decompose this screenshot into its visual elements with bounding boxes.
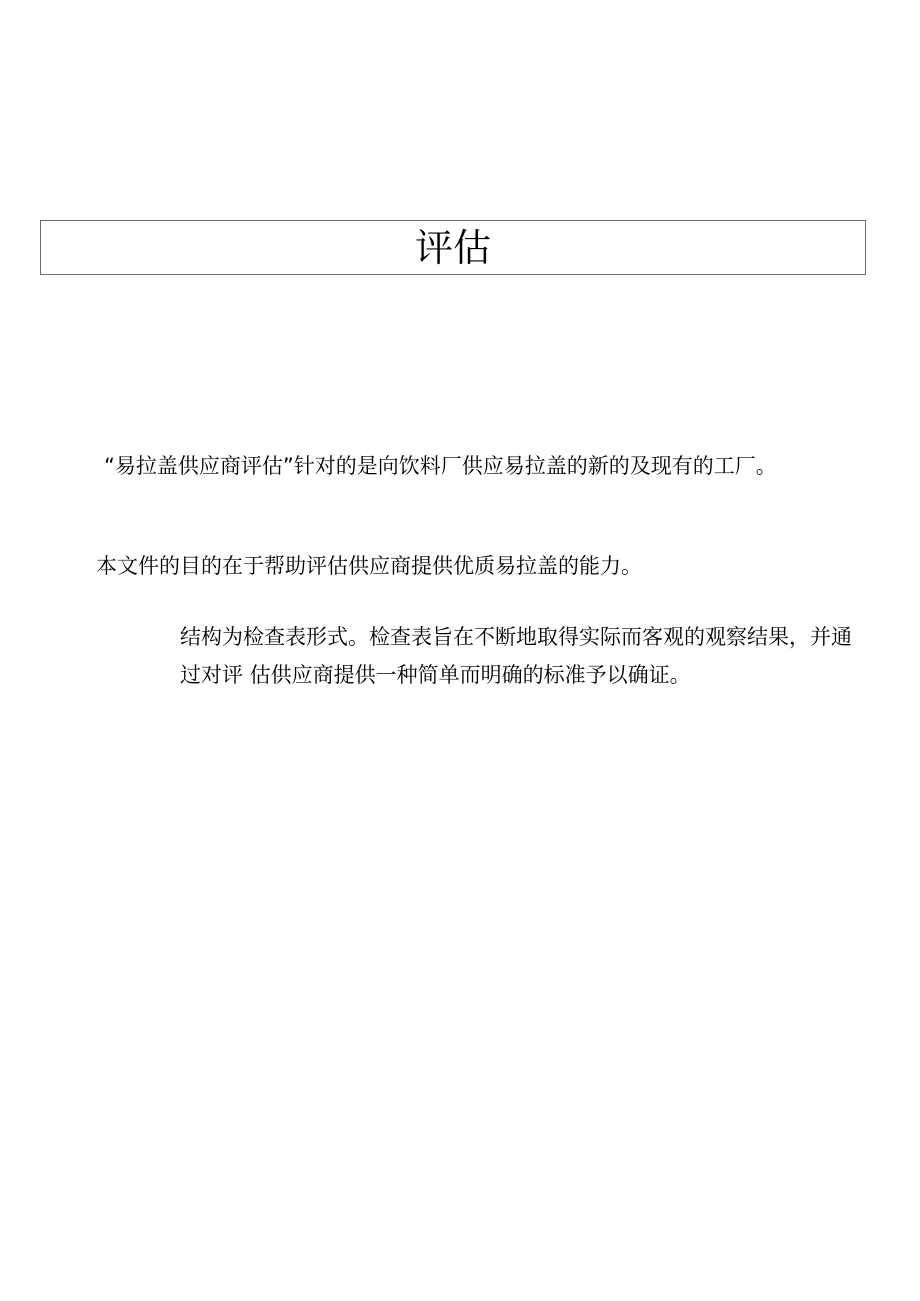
intro-paragraph: “易拉盖供应商评估”针对的是向饮料厂供应易拉盖的新的及现有的工厂。 — [104, 454, 777, 478]
title-box — [40, 220, 866, 275]
page-title: 评估 — [414, 225, 491, 270]
structure-paragraph: 结构为检查表形式。检查表旨在不断地取得实际而客观的观察结果，并通过对评 估供应商提供一种简单而明确的标准予以确证。 — [180, 625, 852, 687]
purpose-paragraph: 本文件的目的在于帮助评估供应商提供优质易拉盖的能力。 — [96, 554, 642, 578]
